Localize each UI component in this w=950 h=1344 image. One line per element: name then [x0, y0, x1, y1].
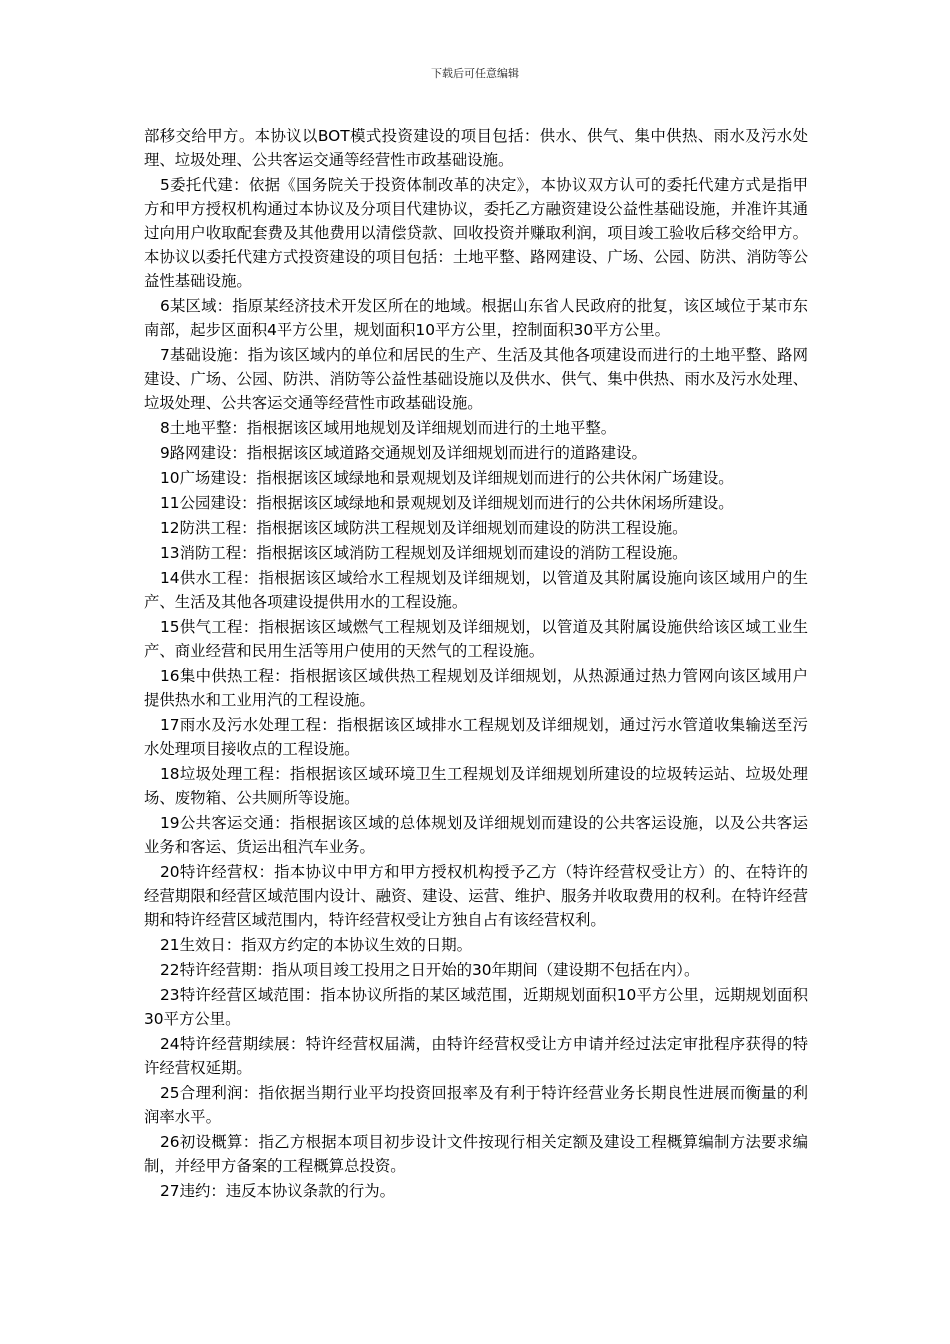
paragraph: 14供水工程：指根据该区域给水工程规划及详细规划，以管道及其附属设施向该区域用户的生产、生活及其他各项建设提供用水的工程设施。 [144, 569, 808, 611]
paragraph: 23特许经营区域范围：指本协议所指的某区域范围，近期规划面积10平方公里，远期规划面积30平方公里。 [144, 986, 808, 1028]
paragraph: 12防洪工程：指根据该区域防洪工程规划及详细规划而建设的防洪工程设施。 [160, 519, 688, 537]
paragraph: 16集中供热工程：指根据该区域供热工程规划及详细规划，从热源通过热力管网向该区域用户提供热水和工业用汽的工程设施。 [144, 667, 808, 709]
paragraph: 27违约：违反本协议条款的行为。 [160, 1182, 396, 1200]
paragraph: 8土地平整：指根据该区域用地规划及详细规划而进行的土地平整。 [160, 419, 617, 437]
paragraph: 20特许经营权：指本协议中甲方和甲方授权机构授予乙方（特许经营权受让方）的、在特许的经营期限和经营区域范围内设计、融资、建设、运营、维护、服务并收取费用的权利。在特许经营期和特许经营区域范围内，特许经营权受让方独自占有该经营权利。 [144, 863, 808, 929]
paragraph: 6某区域：指原某经济技术开发区所在的地域。根据山东省人民政府的批复，该区域位于某市东南部，起步区面积4平方公里，规划面积10平方公里，控制面积30平方公里。 [144, 297, 808, 339]
document-body [144, 124, 808, 1204]
paragraph: 21生效日：指双方约定的本协议生效的日期。 [160, 936, 473, 954]
paragraph: 10广场建设：指根据该区域绿地和景观规划及详细规划而进行的公共休闲广场建设。 [160, 469, 734, 487]
paragraph: 24特许经营期续展：特许经营权届满，由特许经营权受让方申请并经过法定审批程序获得的特许经营权延期。 [144, 1035, 808, 1077]
paragraph: 19公共客运交通：指根据该区域的总体规划及详细规划而建设的公共客运设施，以及公共客运业务和客运、货运出租汽车业务。 [144, 814, 808, 856]
paragraph: 部移交给甲方。本协议以BOT模式投资建设的项目包括：供水、供气、集中供热、雨水及污水处理、垃圾处理、公共客运交通等经营性市政基础设施。 [144, 127, 808, 169]
paragraph: 22特许经营期：指从项目竣工投用之日开始的30年期间（建设期不包括在内）。 [160, 961, 700, 979]
paragraph: 13消防工程：指根据该区域消防工程规划及详细规划而建设的消防工程设施。 [160, 544, 688, 562]
paragraph: 7基础设施：指为该区域内的单位和居民的生产、生活及其他各项建设而进行的土地平整、路网建设、广场、公园、防洪、消防等公益性基础设施以及供水、供气、集中供热、雨水及污水处理、垃圾处理、公共客运交通等经营性市政基础设施。 [144, 346, 808, 412]
paragraph: 15供气工程：指根据该区域燃气工程规划及详细规划，以管道及其附属设施供给该区域工业生产、商业经营和民用生活等用户使用的天然气的工程设施。 [144, 618, 808, 660]
paragraph: 26初设概算：指乙方根据本项目初步设计文件按现行相关定额及建设工程概算编制方法要求编制，并经甲方备案的工程概算总投资。 [144, 1133, 808, 1175]
page-header: 下载后可任意编辑 [431, 67, 519, 80]
paragraph: 25合理利润：指依据当期行业平均投资回报率及有利于特许经营业务长期良性进展而衡量的利润率水平。 [144, 1084, 808, 1126]
paragraph: 17雨水及污水处理工程：指根据该区域排水工程规划及详细规划，通过污水管道收集输送至污水处理项目接收点的工程设施。 [144, 716, 808, 758]
paragraph: 9路网建设：指根据该区域道路交通规划及详细规划而进行的道路建设。 [160, 444, 647, 462]
paragraph: 5委托代建：依据《国务院关于投资体制改革的决定》，本协议双方认可的委托代建方式是指甲方和甲方授权机构通过本协议及分项目代建协议，委托乙方融资建设公益性基础设施，并准许其通过向用户收取配套费及其他费用以清偿贷款、回收投资并赚取利润，项目竣工验收后移交给甲方。本协议以委托代建方式投资建设的项目包括：土地平整、路网建设、广场、公园、防洪、消防等公益性基础设施。 [144, 176, 808, 290]
paragraph: 11公园建设：指根据该区域绿地和景观规划及详细规划而进行的公共休闲场所建设。 [160, 494, 734, 512]
paragraph: 18垃圾处理工程：指根据该区域环境卫生工程规划及详细规划所建设的垃圾转运站、垃圾处理场、废物箱、公共厕所等设施。 [144, 765, 808, 807]
